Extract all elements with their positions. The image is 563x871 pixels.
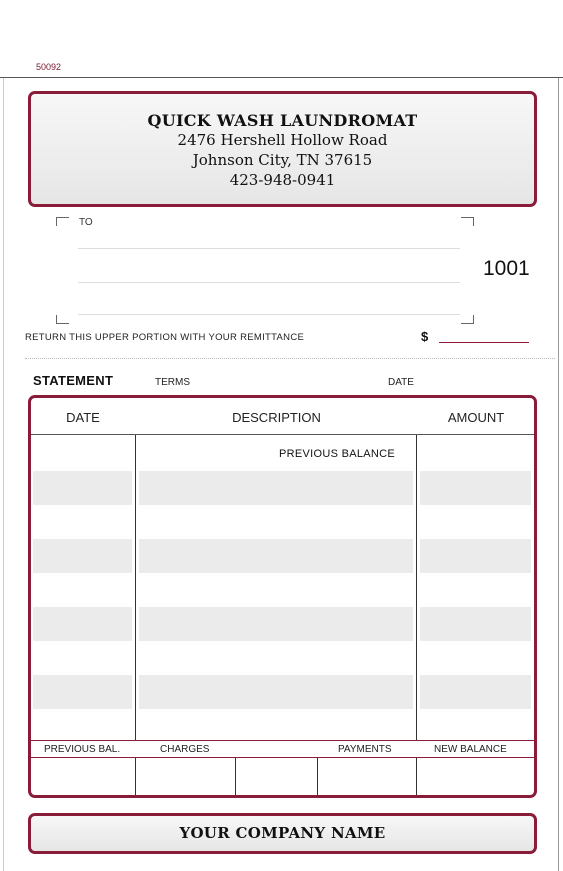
table-row-stripe [139,675,413,709]
column-header-date: DATE [66,410,100,425]
footer-payments-label: PAYMENTS [338,744,392,755]
to-bracket-bottom-right [461,315,474,324]
statement-title: STATEMENT [33,373,114,388]
footer-cell-divider [135,758,136,795]
tear-off-line [25,358,555,359]
top-rule [0,77,563,78]
table-row-stripe [420,539,531,573]
remittance-instruction: RETURN THIS UPPER PORTION WITH YOUR REMITTANCE [25,332,305,343]
table-row-stripe [420,471,531,505]
statement-date-label: DATE [388,377,414,388]
table-row-stripe [33,675,132,709]
left-edge-rule [3,78,4,871]
table-row-stripe [139,607,413,641]
column-divider [416,435,417,740]
right-edge-rule [558,78,559,871]
footer-new-balance-label: NEW BALANCE [434,744,507,755]
footer-cell-divider [317,758,318,795]
address-line[interactable] [78,248,460,249]
terms-label: TERMS [155,377,190,388]
footer-previous-bal-label: PREVIOUS BAL. [44,744,121,755]
company-header-box [28,91,537,207]
footer-divider [31,740,534,741]
company-address: 2476 Hershell Hollow Road [177,131,388,149]
table-row-stripe [420,675,531,709]
footer-charges-label: CHARGES [160,744,210,755]
table-row-stripe [420,607,531,641]
table-row-stripe [33,539,132,573]
previous-balance-label: PREVIOUS BALANCE [279,448,396,460]
table-row-stripe [33,471,132,505]
footer-cell-divider [235,758,236,795]
to-label: TO [79,217,93,228]
form-number: 50092 [36,62,62,72]
to-bracket-top-left [56,217,69,226]
table-row-stripe [139,539,413,573]
company-phone: 423-948-0941 [229,171,336,189]
table-row-stripe [33,607,132,641]
footer-label-divider [31,757,534,758]
remittance-amount-line[interactable] [439,342,529,343]
your-company-name: YOUR COMPANY NAME [179,824,386,842]
column-divider [135,435,136,740]
header-divider [31,434,534,435]
address-line[interactable] [78,282,460,283]
company-city-state-zip: Johnson City, TN 37615 [192,151,373,169]
address-line[interactable] [78,314,460,315]
to-bracket-bottom-left [56,315,69,324]
column-header-description: DESCRIPTION [232,410,321,425]
dollar-sign: $ [421,329,429,344]
footer-cell-divider [416,758,417,795]
table-row-stripe [139,471,413,505]
to-bracket-top-right [461,217,474,226]
company-name: QUICK WASH LAUNDROMAT [147,111,418,130]
your-company-name-box [28,813,537,854]
column-header-amount: AMOUNT [447,410,505,425]
invoice-number: 1001 [483,257,530,280]
